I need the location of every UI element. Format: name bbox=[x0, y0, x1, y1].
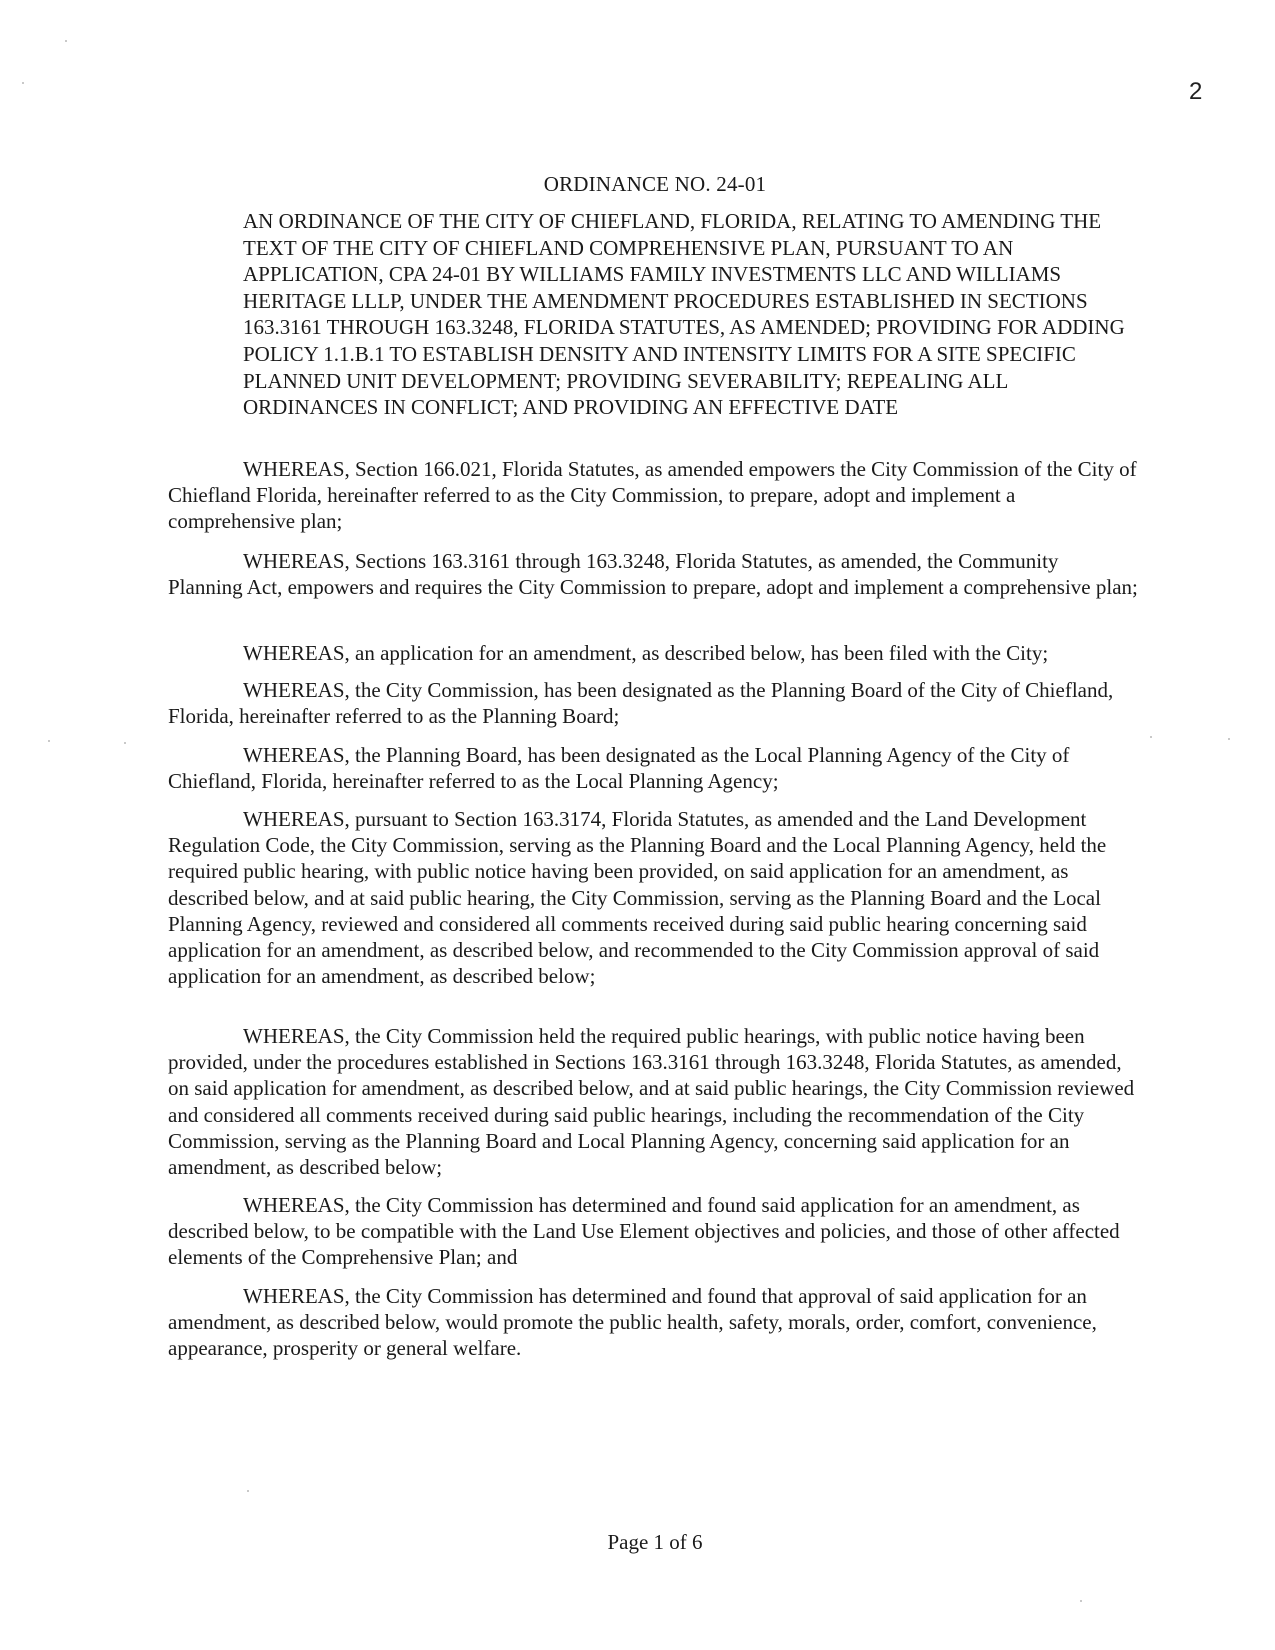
page-footer: Page 1 of 6 bbox=[607, 1530, 703, 1554]
paragraph-text: WHEREAS, the City Commission has determined and found said application for an amendment, as described below, to be compatible with the Land Use Element objectives and policies, and those of other affected elements of the Comprehensive Plan; and bbox=[168, 1193, 1120, 1270]
whereas-paragraph-9 bbox=[168, 1283, 1138, 1362]
page-number-top: 2 bbox=[1189, 78, 1203, 105]
paragraph-text: WHEREAS, an application for an amendment, as described below, has been filed with the City; bbox=[243, 641, 1049, 665]
paragraph-text: WHEREAS, the City Commission held the required public hearings, with public notice having been provided, under the procedures established in Sections 163.3161 through 163.3248, Florida Statutes, as amended, on said application for amendment, as described below, and at said public hearings, the City Commission reviewed and considered all comments received during said public hearings, including the recommendation of the City Commission, serving as the Planning Board and Local Planning Agency, concerning said application for an amendment, as described below; bbox=[168, 1024, 1135, 1180]
paragraph-text: WHEREAS, Sections 163.3161 through 163.3248, Florida Statutes, as amended, the Community Planning Act, empowers and requires the City Commission to prepare, adopt and implement a comprehensive plan; bbox=[168, 549, 1138, 600]
whereas-paragraph-8 bbox=[168, 1192, 1138, 1271]
ordinance-caption bbox=[243, 208, 1133, 421]
paragraph-text: WHEREAS, pursuant to Section 163.3174, Florida Statutes, as amended and the Land Development Regulation Code, the City Commission, serving as the Planning Board and the Local Planning Agency, held the required public hearing, with public notice having been provided, on said application for an amendment, as described below, and at said public hearing, the City Commission, serving as the Planning Board and the Local Planning Agency, reviewed and considered all comments received during said public hearing concerning said application for an amendment, as described below, and recommended to the City Commission approval of said application for an amendment, as described below; bbox=[168, 807, 1107, 989]
scan-speck bbox=[22, 82, 24, 84]
whereas-paragraph-7 bbox=[168, 1023, 1138, 1180]
whereas-paragraph-4 bbox=[168, 677, 1138, 729]
whereas-paragraph-6 bbox=[168, 806, 1138, 989]
scan-speck bbox=[1150, 736, 1152, 738]
caption-text: AN ORDINANCE OF THE CITY OF CHIEFLAND, FLORIDA, RELATING TO AMENDING THE TEXT OF THE CITY OF CHIEFLAND COMPREHENSIVE PLAN, PURSUANT TO AN APPLICATION, CPA 24-01 BY WILLIAMS FAMILY INVESTMENTS LLC AND WILLIAMS HERITAGE LLLP, UNDER THE AMENDMENT PROCEDURES ESTABLISHED IN SECTIONS 163.3161 THROUGH 163.3248, FLORIDA STATUTES, AS AMENDED; PROVIDING FOR ADDING POLICY 1.1.B.1 TO ESTABLISH DENSITY AND INTENSITY LIMITS FOR A SITE SPECIFIC PLANNED UNIT DEVELOPMENT; PROVIDING SEVERABILITY; REPEALING ALL ORDINANCES IN CONFLICT; AND PROVIDING AN EFFECTIVE DATE bbox=[243, 209, 1125, 420]
paragraph-text: WHEREAS, the City Commission has determined and found that approval of said application for an amendment, as described below, would promote the public health, safety, morals, order, comfort, convenience, appearance, prosperity or general welfare. bbox=[168, 1284, 1097, 1361]
paragraph-text: WHEREAS, the City Commission, has been designated as the Planning Board of the City of Chiefland, Florida, hereinafter referred to as the Planning Board; bbox=[168, 678, 1114, 729]
scan-speck bbox=[48, 740, 50, 742]
whereas-paragraph-2 bbox=[168, 548, 1138, 600]
whereas-paragraph-5 bbox=[168, 742, 1138, 794]
scan-speck bbox=[65, 40, 67, 42]
whereas-paragraph-1 bbox=[168, 456, 1138, 535]
whereas-paragraph-3 bbox=[168, 640, 1138, 666]
scan-speck bbox=[124, 742, 126, 744]
ordinance-title: ORDINANCE NO. 24-01 bbox=[543, 172, 767, 196]
scan-speck bbox=[1228, 738, 1230, 740]
scan-speck bbox=[1080, 1600, 1082, 1602]
scan-speck bbox=[247, 1490, 249, 1492]
paragraph-text: WHEREAS, Section 166.021, Florida Statutes, as amended empowers the City Commission of the City of Chiefland Florida, hereinafter referred to as the City Commission, to prepare, adopt and implement a comprehensive plan; bbox=[168, 457, 1137, 534]
paragraph-text: WHEREAS, the Planning Board, has been designated as the Local Planning Agency of the City of Chiefland, Florida, hereinafter referred to as the Local Planning Agency; bbox=[168, 743, 1070, 794]
